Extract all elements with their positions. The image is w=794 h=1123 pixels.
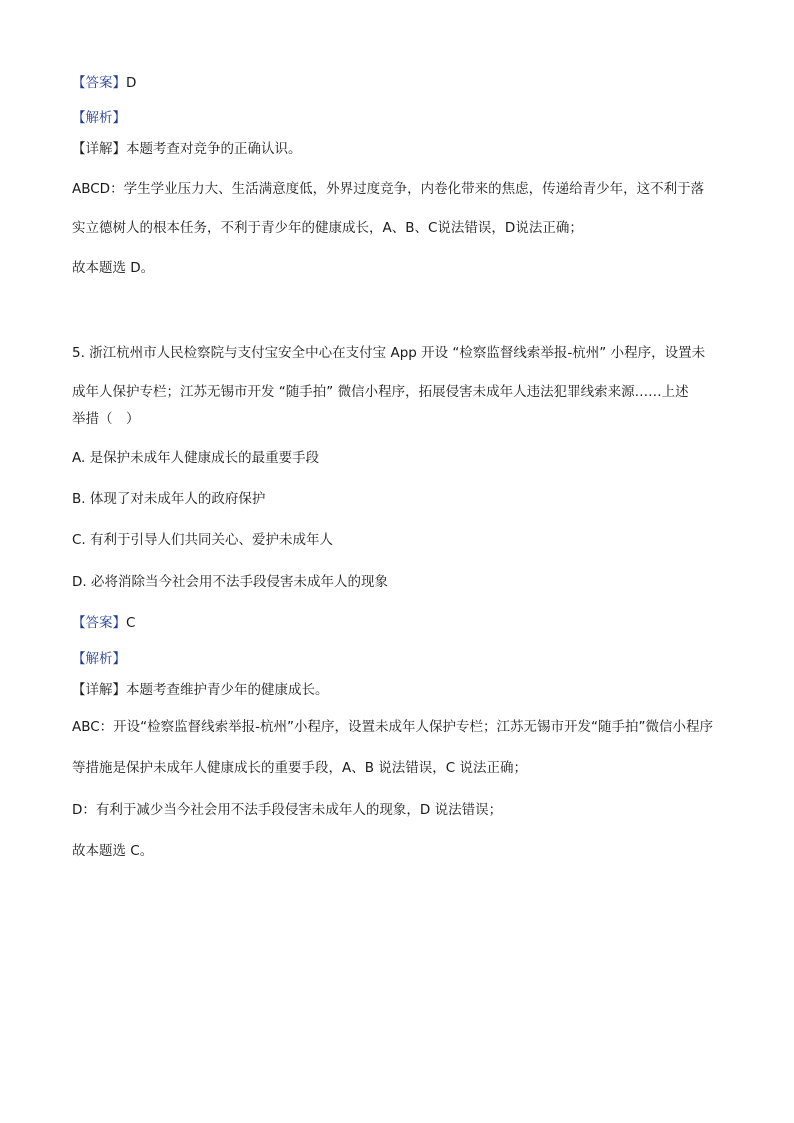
q5-conclusion: 故本题选 C。 bbox=[72, 843, 154, 859]
q5-answer-tag: 【答案】 bbox=[72, 615, 126, 631]
q5-stem-line1: 5. 浙江杭州市人民检察院与支付宝安全中心在支付宝 App 开设 “检察监督线索举报-杭州” 小程序，设置未 bbox=[72, 345, 706, 361]
q5-option-d: D. 必将消除当今社会用不法手段侵害未成年人的现象 bbox=[72, 574, 388, 590]
q4-detail-text: 本题考查对竞争的正确认识。 bbox=[126, 141, 302, 157]
q4-answer-tag: 【答案】 bbox=[72, 75, 126, 91]
q5-detail-tag: 【详解】 bbox=[72, 682, 126, 698]
q5-abc-line2: 等措施是保护未成年人健康成长的重要手段，A、B 说法错误，C 说法正确； bbox=[72, 760, 528, 776]
q5-option-c: C. 有利于引导人们共同关心、爱护未成年人 bbox=[72, 532, 334, 548]
q4-abcd-line1: ABCD：学生学业压力大、生活满意度低，外界过度竞争，内卷化带来的焦虑，传递给青少年，这不利于落 bbox=[72, 181, 705, 197]
q5-analysis-tag: 【解析】 bbox=[72, 651, 126, 667]
q5-abc-line1: ABC：开设“检察监督线索举报-杭州”小程序，设置未成年人保护专栏；江苏无锡市开发“随手拍”微信小程序 bbox=[72, 719, 714, 735]
q4-conclusion: 故本题选 D。 bbox=[72, 260, 155, 276]
q4-analysis-tag: 【解析】 bbox=[72, 110, 126, 126]
q5-d-line: D：有利于减少当今社会用不法手段侵害未成年人的现象，D 说法错误； bbox=[72, 802, 503, 818]
q5-detail-text: 本题考查维护青少年的健康成长。 bbox=[126, 682, 329, 698]
q4-answer-line bbox=[72, 74, 136, 92]
q5-option-a: A. 是保护未成年人健康成长的最重要手段 bbox=[72, 450, 320, 466]
q5-detail-line bbox=[72, 681, 329, 699]
q5-option-b: B. 体现了对未成年人的政府保护 bbox=[72, 491, 266, 507]
q5-answer-line bbox=[72, 614, 135, 632]
q5-stem-line2: 成年人保护专栏；江苏无锡市开发 “随手拍” 微信小程序，拓展侵害未成年人违法犯罪线索来源……上述 bbox=[72, 384, 689, 400]
q4-answer-value: D bbox=[126, 75, 137, 91]
q4-detail-line bbox=[72, 140, 302, 158]
q4-abcd-line2: 实立德树人的根本任务，不利于青少年的健康成长，A、B、C说法错误，D说法正确； bbox=[72, 220, 583, 236]
q4-detail-tag: 【详解】 bbox=[72, 141, 126, 157]
q5-answer-value: C bbox=[126, 615, 136, 631]
q5-stem-line3: 举措（ ） bbox=[72, 411, 140, 427]
